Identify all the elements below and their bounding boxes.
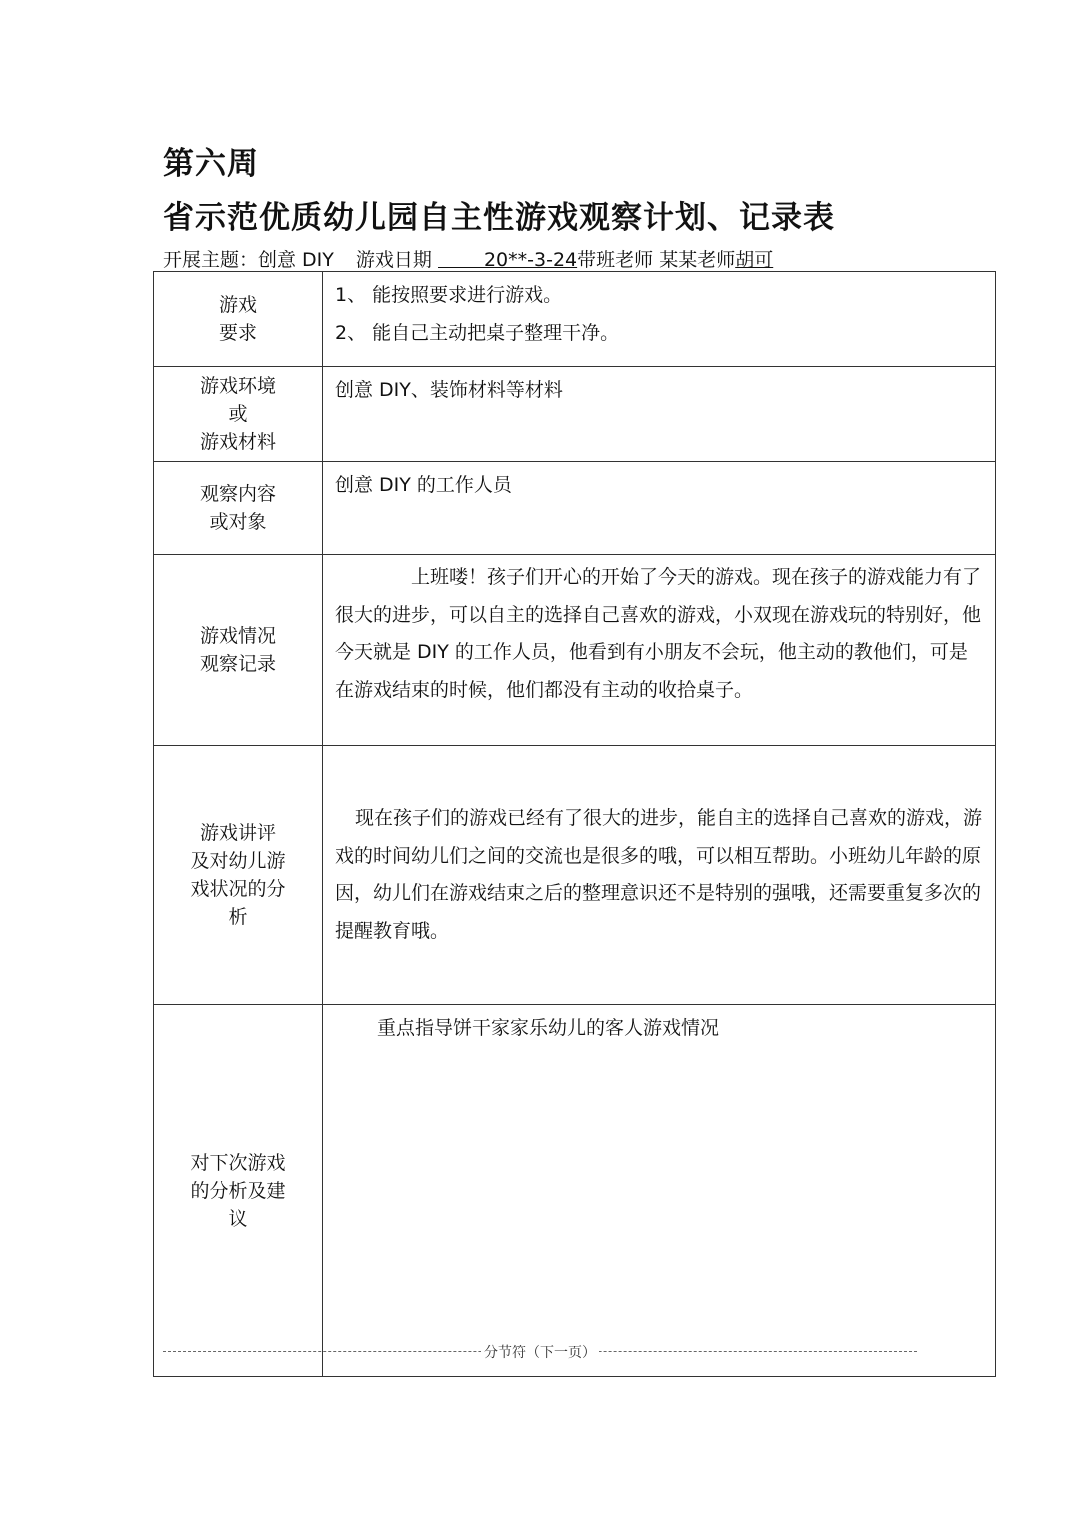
table-row: [154, 555, 996, 746]
review-cell: [323, 746, 996, 1005]
table-row: [154, 272, 996, 367]
row-label: [154, 746, 323, 1005]
row-label: [154, 462, 323, 555]
section-break-text: 分节符（下一页）: [481, 1342, 599, 1362]
materials-content: 创意 DIY、装饰材料等材料: [335, 379, 563, 401]
review-content: 现在孩子们的游戏已经有了很大的进步，能自主的选择自己喜欢的游戏，游戏的时间幼儿们之间的交流也是很多的哦，可以相互帮助。小班幼儿年龄的原因，幼儿们在游戏结束之后的整理意识还不是特别的强哦，还需要重复多次的提醒教育哦。: [335, 807, 983, 942]
observation-table: [153, 271, 996, 1377]
record-content: 上班喽！孩子们开心的开始了今天的游戏。现在孩子的游戏能力有了很大的进步，可以自主的选择自己喜欢的游戏，小双现在游戏玩的特别好，他今天就是 DIY 的工作人员，他看到有小朋友不会玩，他主动的教他们，可是在游戏结束的时候，他们都没有主动的收拾桌子。: [335, 566, 982, 701]
observe-target-content: 创意 DIY 的工作人员: [335, 474, 512, 496]
requirements-cell: [323, 272, 996, 367]
theme-label: 开展主题：: [163, 249, 259, 271]
requirement-item: 2、 能自己主动把桌子整理干净。: [335, 322, 620, 344]
record-cell: [323, 555, 996, 746]
record-label: 游戏情况 观察记录: [199, 625, 276, 675]
row-label: [154, 272, 323, 367]
observe-target-label: 观察内容 或对象: [199, 483, 276, 533]
materials-cell: [323, 367, 996, 462]
table-row: [154, 1005, 996, 1377]
week-label: 第六周: [163, 146, 259, 182]
table-row: [154, 367, 996, 462]
table-row: [154, 462, 996, 555]
requirement-item: 1、 能按照要求进行游戏。: [335, 284, 563, 306]
row-label: [154, 367, 323, 462]
row-label: [154, 555, 323, 746]
table-row: [154, 746, 996, 1005]
suggestion-label: 对下次游戏 的分析及建 议: [190, 1151, 286, 1230]
review-label: 游戏讲评 及对幼儿游 戏状况的分 析: [190, 822, 286, 928]
suggestion-content: 重点指导饼干家家乐幼儿的客人游戏情况: [377, 1017, 720, 1039]
date-value: 20**-3-24: [483, 249, 578, 271]
materials-label: 游戏环境 或 游戏材料: [199, 375, 276, 453]
suggestion-cell: [323, 1005, 996, 1377]
requirements-label: 游戏 要求: [218, 294, 257, 344]
teacher-name: 胡可: [735, 249, 774, 271]
observe-target-cell: [323, 462, 996, 555]
row-label: [154, 1005, 323, 1377]
meta-line: [163, 245, 773, 272]
teacher-label: 带班老师: [577, 249, 654, 271]
date-label: 游戏日期: [355, 249, 432, 271]
page-title: 省示范优质幼儿园自主性游戏观察计划、记录表: [163, 200, 835, 236]
theme-value: 创意 DIY: [258, 249, 334, 271]
section-break: [163, 1342, 917, 1362]
teacher-value: 某某老师: [659, 249, 736, 271]
